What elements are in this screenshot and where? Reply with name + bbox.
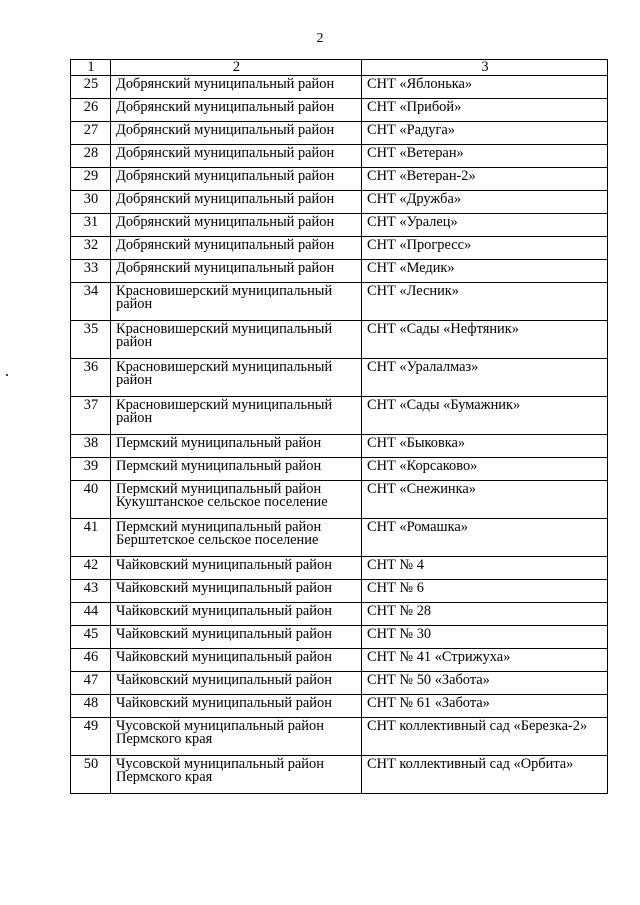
row-number: 35 — [71, 321, 111, 359]
row-snt-name: СНТ «Снежинка» — [362, 481, 608, 519]
row-snt-name: СНТ «Ветеран» — [362, 145, 608, 168]
row-snt-name: СНТ № 4 — [362, 557, 608, 580]
row-number: 44 — [71, 603, 111, 626]
row-number: 38 — [71, 435, 111, 458]
row-district: Красновишерский муниципальный район — [111, 397, 362, 435]
row-number: 33 — [71, 260, 111, 283]
row-number: 28 — [71, 145, 111, 168]
row-district: Чусовской муниципальный район Пермского края — [111, 718, 362, 756]
row-snt-name: СНТ коллективный сад «Березка-2» — [362, 718, 608, 756]
row-district: Добрянский муниципальный район — [111, 99, 362, 122]
row-snt-name: СНТ № 6 — [362, 580, 608, 603]
row-district: Добрянский муниципальный район — [111, 260, 362, 283]
row-district: Добрянский муниципальный район — [111, 122, 362, 145]
table-row — [71, 397, 608, 435]
row-number: 47 — [71, 672, 111, 695]
table-row — [71, 580, 608, 603]
row-district: Чайковский муниципальный район — [111, 672, 362, 695]
row-snt-name: СНТ № 30 — [362, 626, 608, 649]
table-row — [71, 672, 608, 695]
table-row — [71, 557, 608, 580]
row-number: 50 — [71, 756, 111, 794]
row-snt-name: СНТ «Уралец» — [362, 214, 608, 237]
row-snt-name: СНТ «Уралалмаз» — [362, 359, 608, 397]
row-district — [111, 519, 362, 557]
table-row — [71, 626, 608, 649]
row-district: Чайковский муниципальный район — [111, 580, 362, 603]
row-district: Чусовской муниципальный район Пермского края — [111, 756, 362, 794]
row-snt-name: СНТ «Радуга» — [362, 122, 608, 145]
table-row — [71, 321, 608, 359]
row-district: Красновишерский муниципальный район — [111, 321, 362, 359]
row-district: Добрянский муниципальный район — [111, 145, 362, 168]
row-district: Чайковский муниципальный район — [111, 649, 362, 672]
row-number: 41 — [71, 519, 111, 557]
row-snt-name: СНТ № 28 — [362, 603, 608, 626]
row-snt-name: СНТ «Лесник» — [362, 283, 608, 321]
table-row — [71, 481, 608, 519]
row-snt-name: СНТ «Дружба» — [362, 191, 608, 214]
row-snt-name: СНТ № 41 «Стрижуха» — [362, 649, 608, 672]
table-row — [71, 718, 608, 756]
row-number: 37 — [71, 397, 111, 435]
column-header-number: 1 — [71, 60, 111, 76]
row-snt-name: СНТ «Медик» — [362, 260, 608, 283]
row-snt-name: СНТ № 61 «Забота» — [362, 695, 608, 718]
row-district: Красновишерский муниципальный район — [111, 283, 362, 321]
row-snt-name: СНТ коллективный сад «Орбита» — [362, 756, 608, 794]
row-district-line-1: Пермский муниципальный район — [116, 519, 322, 535]
page-number: 2 — [316, 31, 324, 46]
table-row — [71, 168, 608, 191]
row-number: 31 — [71, 214, 111, 237]
row-district: Добрянский муниципальный район — [111, 191, 362, 214]
table-row — [71, 122, 608, 145]
row-district — [111, 481, 362, 519]
table-row — [71, 237, 608, 260]
table-row — [71, 695, 608, 718]
table-header-row — [71, 60, 608, 76]
table-row — [71, 283, 608, 321]
scan-speck — [6, 374, 8, 376]
table-row — [71, 649, 608, 672]
column-header-district: 2 — [111, 60, 362, 76]
table-row — [71, 756, 608, 794]
row-snt-name: СНТ «Корсаково» — [362, 458, 608, 481]
row-snt-name: СНТ «Сады «Бумажник» — [362, 397, 608, 435]
row-district: Пермский муниципальный район — [111, 458, 362, 481]
row-number: 26 — [71, 99, 111, 122]
row-district: Добрянский муниципальный район — [111, 76, 362, 99]
row-district: Чайковский муниципальный район — [111, 603, 362, 626]
row-number: 40 — [71, 481, 111, 519]
row-number: 34 — [71, 283, 111, 321]
row-number: 43 — [71, 580, 111, 603]
row-district: Чайковский муниципальный район — [111, 626, 362, 649]
row-snt-name: СНТ «Сады «Нефтяник» — [362, 321, 608, 359]
row-number: 27 — [71, 122, 111, 145]
row-number: 32 — [71, 237, 111, 260]
snt-table — [70, 59, 608, 794]
table-row — [71, 519, 608, 557]
row-number: 45 — [71, 626, 111, 649]
row-number: 48 — [71, 695, 111, 718]
row-district-line-2: Кукуштанское сельское поселение — [116, 494, 328, 510]
row-district-line-2: Берштетское сельское поселение — [116, 532, 319, 548]
table-row — [71, 99, 608, 122]
row-snt-name: СНТ «Прогресс» — [362, 237, 608, 260]
row-snt-name: СНТ «Быковка» — [362, 435, 608, 458]
row-district: Чайковский муниципальный район — [111, 695, 362, 718]
table-row — [71, 191, 608, 214]
table-row — [71, 145, 608, 168]
row-number: 36 — [71, 359, 111, 397]
row-number: 29 — [71, 168, 111, 191]
row-district-line-1: Пермский муниципальный район — [116, 481, 322, 497]
row-snt-name: СНТ «Ромашка» — [362, 519, 608, 557]
table-row — [71, 260, 608, 283]
table-row — [71, 458, 608, 481]
row-snt-name: СНТ № 50 «Забота» — [362, 672, 608, 695]
row-district: Чайковский муниципальный район — [111, 557, 362, 580]
row-district: Пермский муниципальный район — [111, 435, 362, 458]
column-header-name: 3 — [362, 60, 608, 76]
row-snt-name: СНТ «Ветеран-2» — [362, 168, 608, 191]
table-row — [71, 603, 608, 626]
row-district: Красновишерский муниципальный район — [111, 359, 362, 397]
row-number: 46 — [71, 649, 111, 672]
row-district: Добрянский муниципальный район — [111, 237, 362, 260]
row-number: 39 — [71, 458, 111, 481]
table-row — [71, 359, 608, 397]
row-number: 49 — [71, 718, 111, 756]
row-number: 42 — [71, 557, 111, 580]
row-snt-name: СНТ «Прибой» — [362, 99, 608, 122]
row-number: 25 — [71, 76, 111, 99]
table-row — [71, 76, 608, 99]
table-row — [71, 214, 608, 237]
row-snt-name: СНТ «Яблонька» — [362, 76, 608, 99]
row-number: 30 — [71, 191, 111, 214]
table-row — [71, 435, 608, 458]
row-district: Добрянский муниципальный район — [111, 214, 362, 237]
row-district: Добрянский муниципальный район — [111, 168, 362, 191]
